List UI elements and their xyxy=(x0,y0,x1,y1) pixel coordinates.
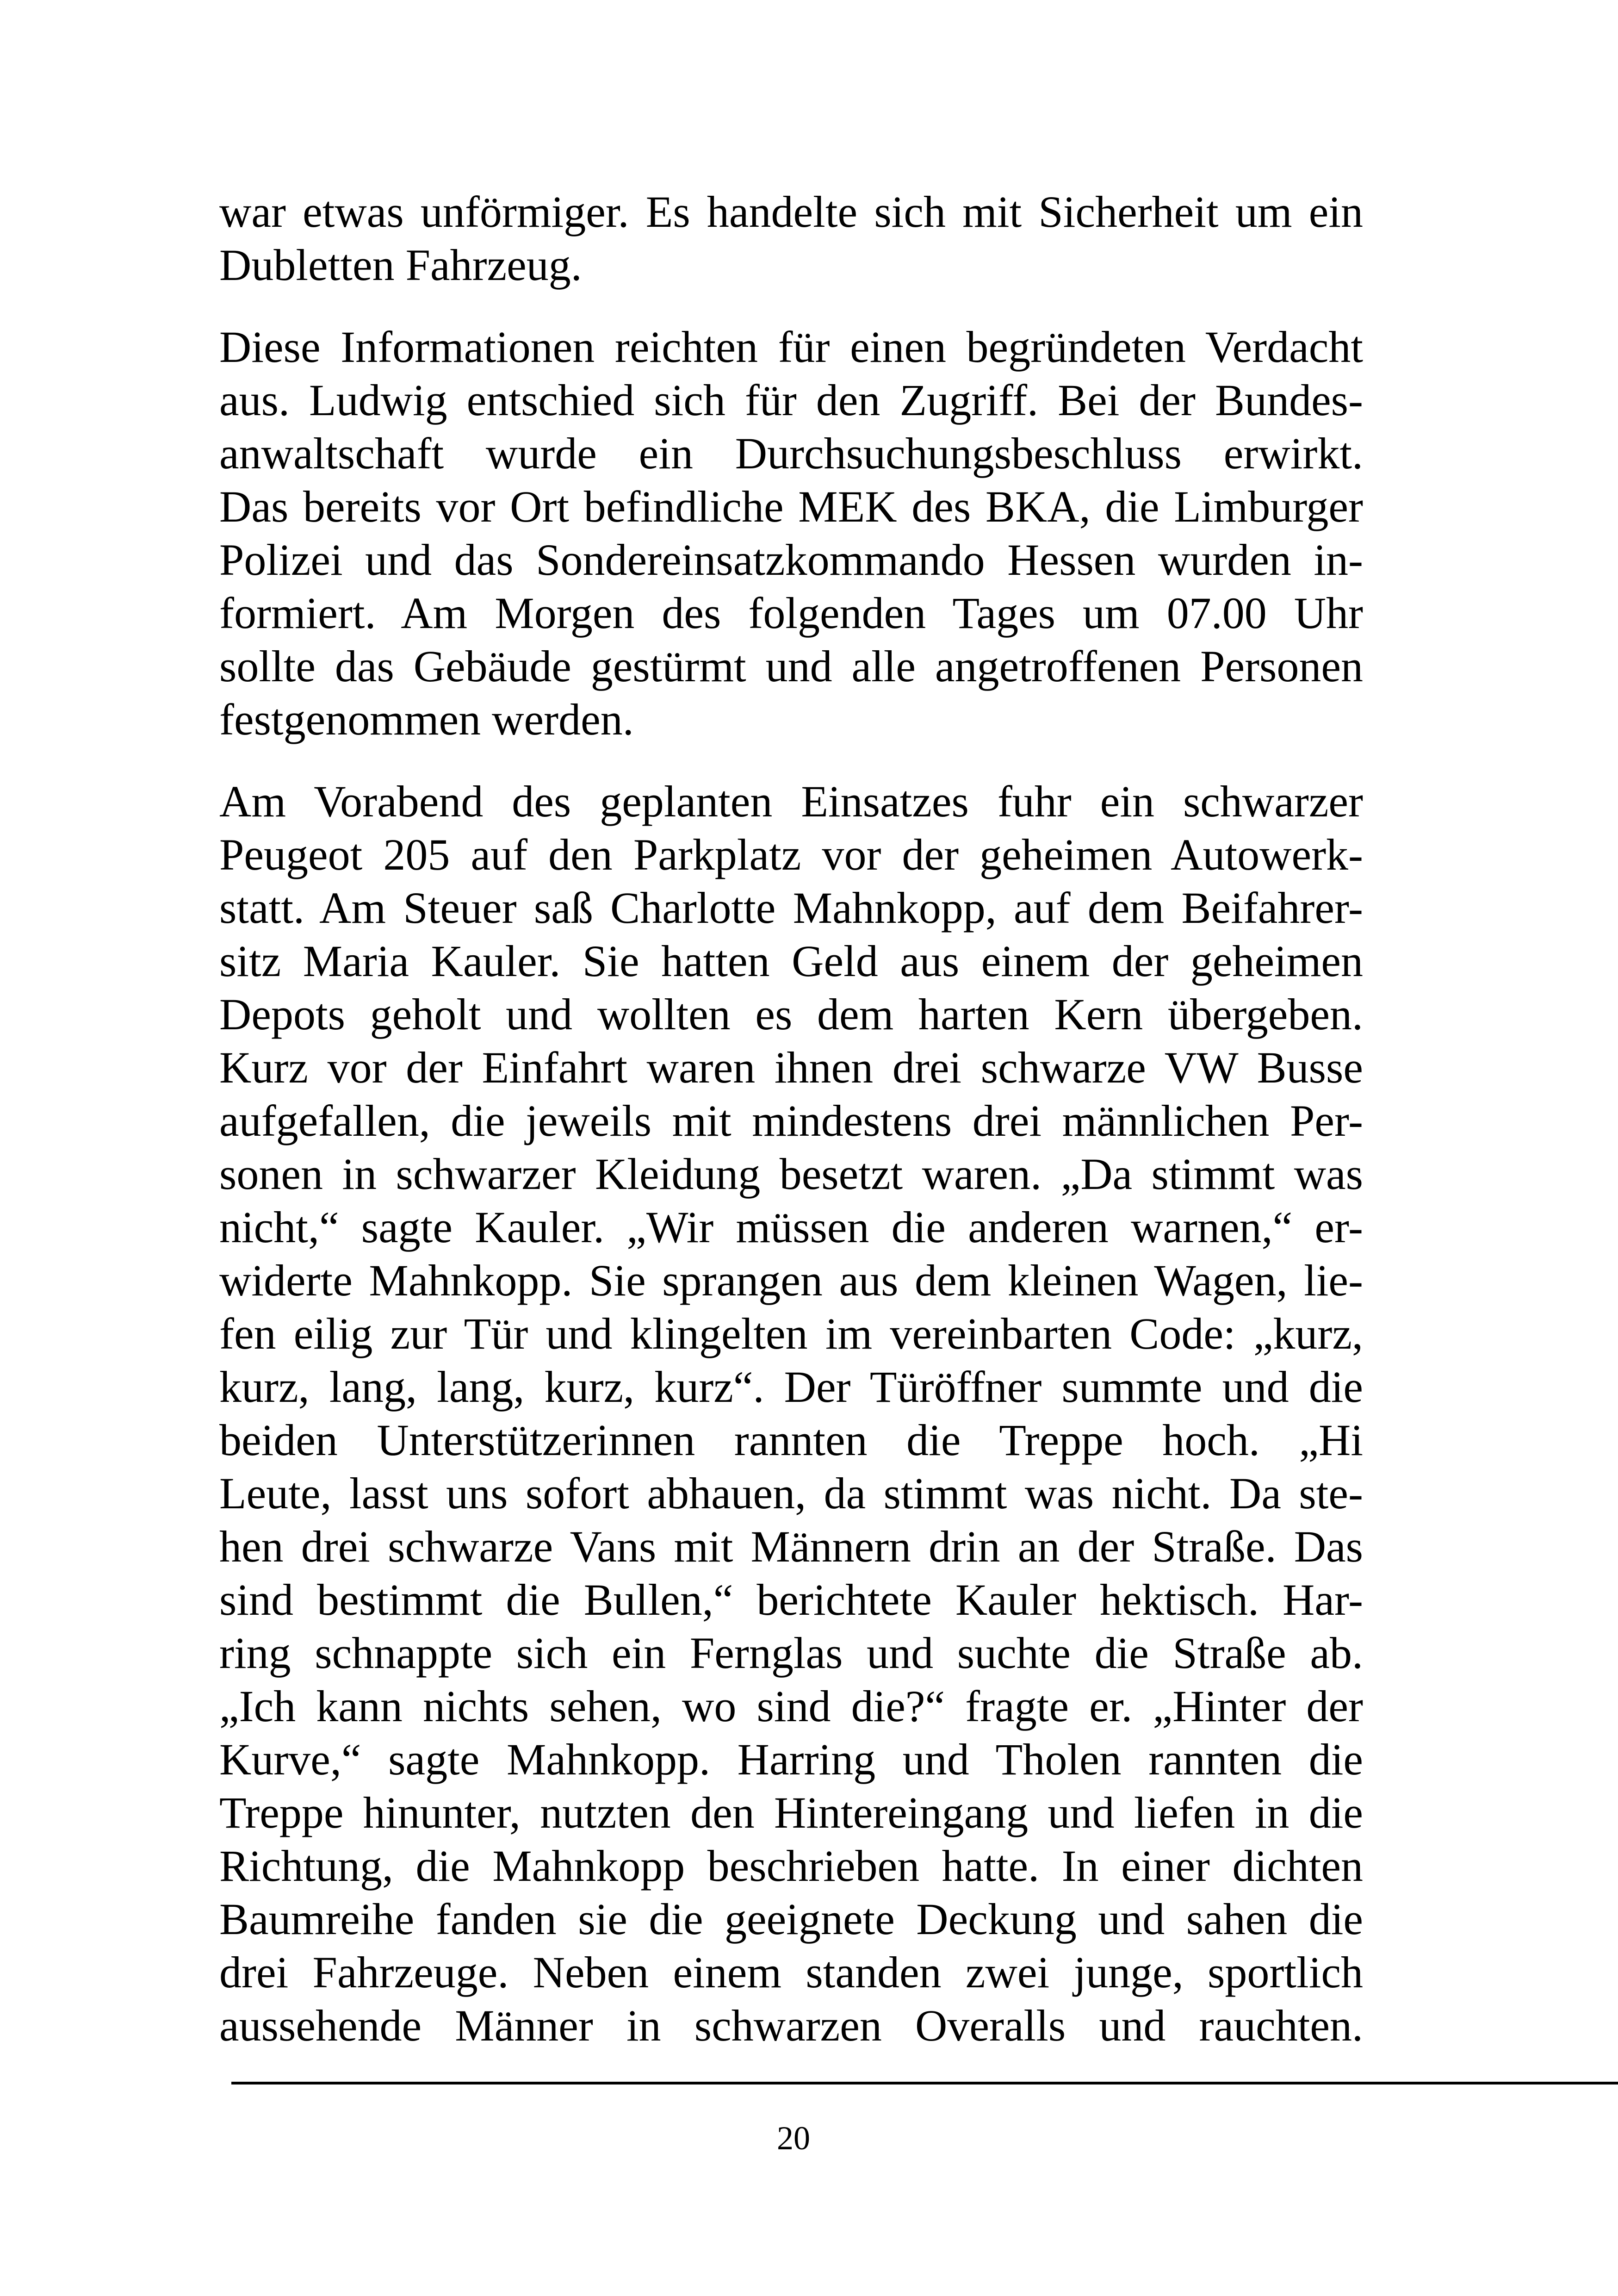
body-text xyxy=(219,185,1363,2081)
text-line: „Ich kann nichts sehen, wo sind die?“ fragte er. „Hinter der xyxy=(219,1681,1363,1731)
text-line: Kurve,“ sagte Mahnkopp. Harring und Tholen rannten die xyxy=(219,1735,1363,1784)
text-line: sonen in schwarzer Kleidung besetzt waren. „Da stimmt was xyxy=(219,1149,1363,1199)
text-line: Dubletten Fahrzeug. xyxy=(219,240,582,290)
text-line: formiert. Am Morgen des folgenden Tages um 07.00 Uhr xyxy=(219,588,1363,638)
text-line: drei Fahrzeuge. Neben einem standen zwei junge, sportlich xyxy=(219,1948,1363,1997)
text-line: ring schnappte sich ein Fernglas und suchte die Straße ab. xyxy=(219,1628,1363,1678)
text-line: Leute, lasst uns sofort abhauen, da stimmt was nicht. Da ste- xyxy=(219,1468,1363,1518)
text-line: Das bereits vor Ort befindliche MEK des BKA, die Limburger xyxy=(219,482,1363,531)
page-number: 20 xyxy=(777,2120,810,2157)
text-line: hen drei schwarze Vans mit Männern drin an der Straße. Das xyxy=(219,1522,1363,1571)
text-line: beiden Unterstützerinnen rannten die Treppe hoch. „Hi xyxy=(219,1415,1363,1465)
text-line: Depots geholt und wollten es dem harten Kern übergeben. xyxy=(219,989,1363,1039)
text-line: sitz Maria Kauler. Sie hatten Geld aus einem der geheimen xyxy=(219,936,1363,986)
paragraph xyxy=(219,320,1363,746)
text-line: Am Vorabend des geplanten Einsatzes fuhr ein schwarzer xyxy=(219,777,1363,826)
text-line: Diese Informationen reichten für einen begründeten Verdacht xyxy=(219,322,1363,372)
text-line: war etwas unförmiger. Es handelte sich mit Sicherheit um ein xyxy=(219,187,1363,236)
text-line: Richtung, die Mahnkopp beschrieben hatte. In einer dichten xyxy=(219,1841,1363,1891)
text-line: anwaltschaft wurde ein Durchsuchungsbeschluss erwirkt. xyxy=(219,429,1363,478)
text-line: sind bestimmt die Bullen,“ berichtete Kauler hektisch. Har- xyxy=(219,1575,1363,1624)
paragraph xyxy=(219,775,1363,2052)
text-line: statt. Am Steuer saß Charlotte Mahnkopp, auf dem Beifahrer- xyxy=(219,883,1363,933)
text-line: festgenommen werden. xyxy=(219,695,634,744)
text-line: Treppe hinunter, nutzten den Hintereingang und liefen in die xyxy=(219,1788,1363,1837)
text-line: aufgefallen, die jeweils mit mindestens drei männlichen Per- xyxy=(219,1096,1363,1145)
text-line: Peugeot 205 auf den Parkplatz vor der geheimen Autowerk- xyxy=(219,830,1363,879)
text-line: aussehende Männer in schwarzen Overalls und rauchten. xyxy=(219,2001,1363,2050)
text-line: Polizei und das Sondereinsatzkommando Hessen wurden in- xyxy=(219,535,1363,585)
text-line: sollte das Gebäude gestürmt und alle angetroffenen Personen xyxy=(219,641,1363,691)
paragraph xyxy=(219,185,1363,292)
text-line: kurz, lang, lang, kurz, kurz“. Der Türöffner summte und die xyxy=(219,1362,1363,1412)
text-line: Kurz vor der Einfahrt waren ihnen drei schwarze VW Busse xyxy=(219,1043,1363,1092)
footer-rule xyxy=(231,2082,1618,2084)
text-line: aus. Ludwig entschied sich für den Zugriff. Bei der Bundes- xyxy=(219,375,1363,425)
text-line: widerte Mahnkopp. Sie sprangen aus dem kleinen Wagen, lie- xyxy=(219,1256,1363,1305)
text-line: Baumreihe fanden sie die geeignete Deckung und sahen die xyxy=(219,1894,1363,1944)
text-line: fen eilig zur Tür und klingelten im vereinbarten Code: „kurz, xyxy=(219,1309,1363,1358)
text-line: nicht,“ sagte Kauler. „Wir müssen die anderen warnen,“ er- xyxy=(219,1202,1363,1252)
